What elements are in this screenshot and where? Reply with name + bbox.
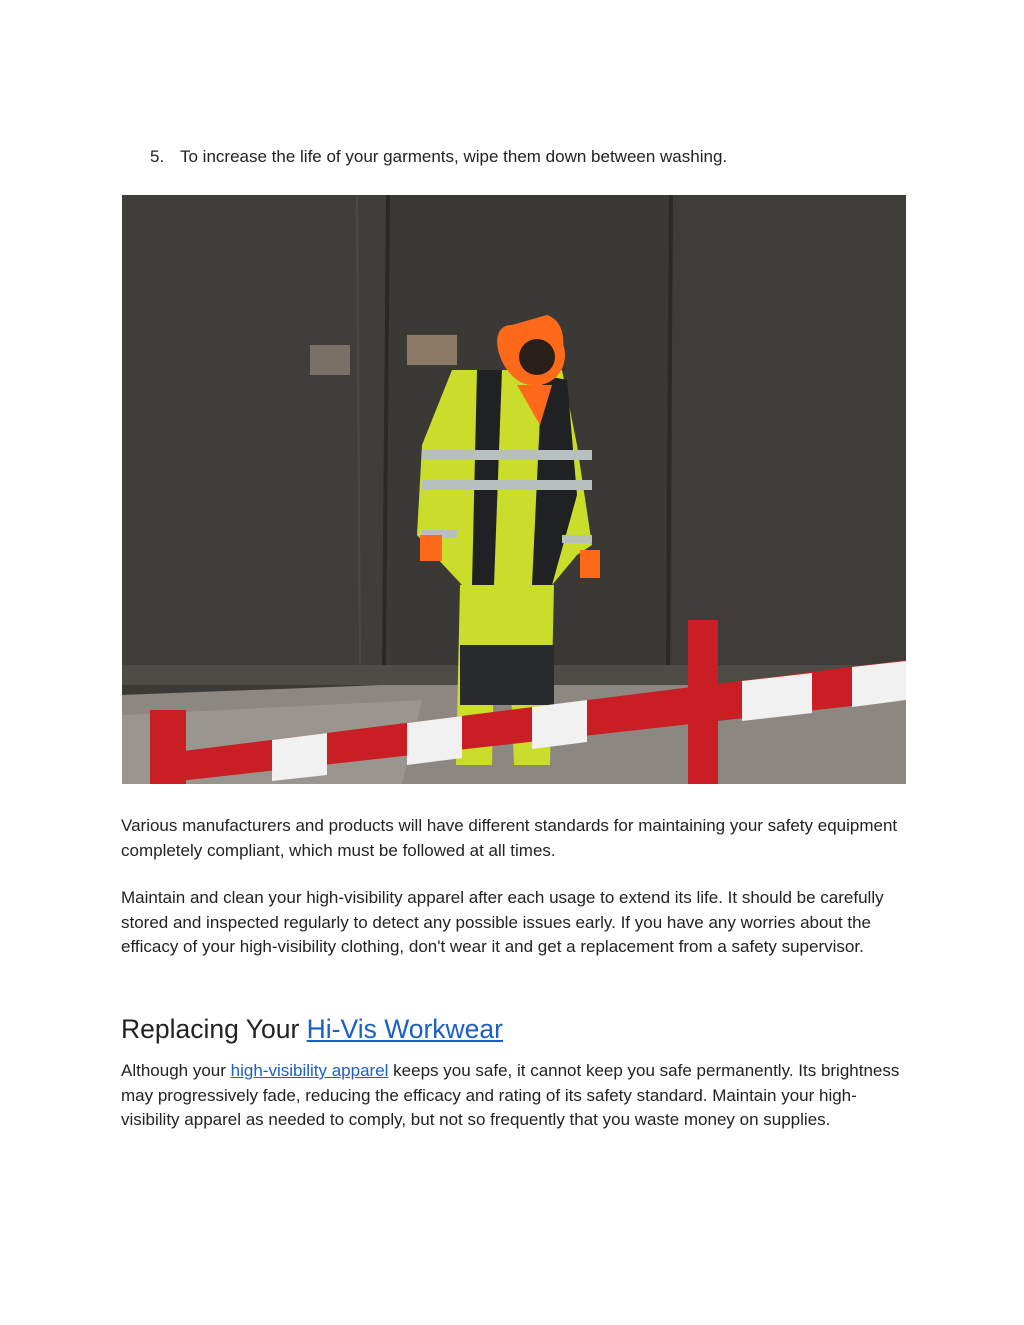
worker-photo-illustration (122, 195, 906, 784)
section-heading (121, 1011, 503, 1047)
paragraph-replacing (121, 1059, 911, 1133)
worker-photo (122, 195, 906, 784)
paragraph-standards: Various manufacturers and products will have different standards for maintaining your safety equipment completely compliant, which must be followed at all times. (121, 816, 898, 860)
p3-before: Although your (121, 1061, 231, 1080)
high-visibility-apparel-link[interactable]: high-visibility apparel (230, 1061, 389, 1080)
list-text: To increase the life of your garments, wipe them down between washing. (180, 147, 728, 166)
hi-vis-workwear-link[interactable]: Hi-Vis Workwear (306, 1014, 503, 1044)
paragraph-maintain: Maintain and clean your high-visibility apparel after each usage to extend its life. It should be carefully stored and inspected regularly to detect any possible issues early. If you have any worries about the efficacy of your high-visibility clothing, don't wear it and get a replacement from a safety supervisor. (121, 888, 884, 956)
list-item-5 (150, 146, 727, 168)
list-number: 5. (150, 147, 165, 166)
p3-after: keeps you safe, it cannot keep you safe permanently. Its brightness may progressively fade, reducing the efficacy and rating of its safety standard. Maintain your high-visibility apparel as needed to comply, but not so frequently that you waste money on supplies. (121, 1061, 900, 1129)
heading-prefix: Replacing Your (121, 1014, 307, 1044)
